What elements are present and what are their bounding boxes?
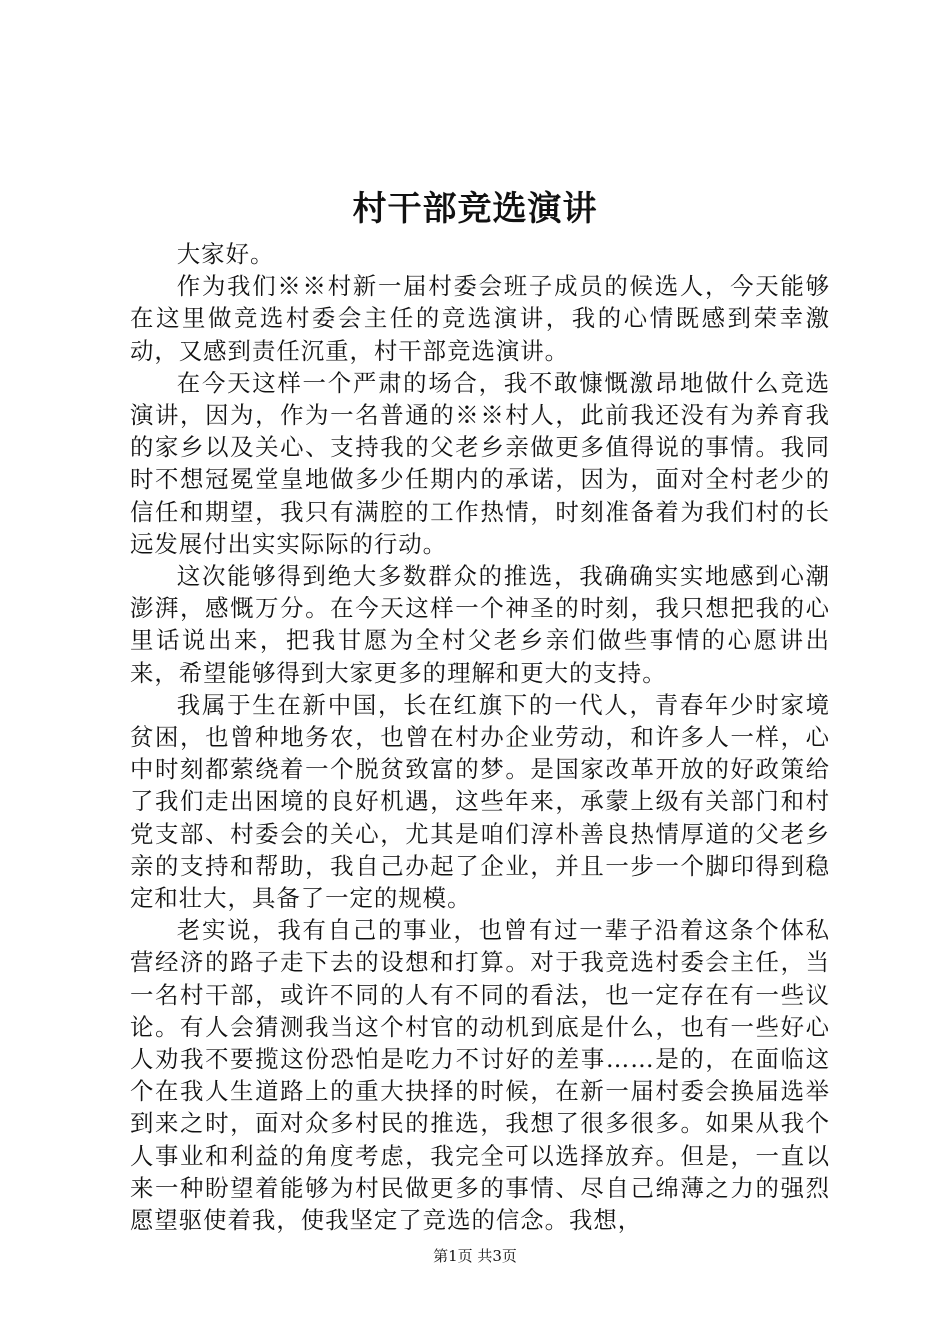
- page-number-footer: 第1页 共3页: [433, 1247, 517, 1265]
- document-body: [130, 238, 830, 1236]
- paragraph: 作为我们※※村新一届村委会班子成员的候选人，今天能够在这里做竞选村委会主任的竞选演讲，我的心情既感到荣幸激动，又感到责任沉重，村干部竞选演讲。: [130, 272, 830, 365]
- paragraph: 我属于生在新中国，长在红旗下的一代人，青春年少时家境贫困，也曾种地务农，也曾在村办企业劳动，和许多人一样，心中时刻都萦绕着一个脱贫致富的梦。是国家改革开放的好政策给了我们走出困境的良好机遇，这些年来，承蒙上级有关部门和村党支部、村委会的关心，尤其是咱们淳朴善良热情厚道的父老乡亲的支持和帮助，我自己办起了企业，并且一步一个脚印得到稳定和壮大，具备了一定的规模。: [130, 690, 830, 913]
- paragraph: 这次能够得到绝大多数群众的推选，我确确实实地感到心潮澎湃，感慨万分。在今天这样一个神圣的时刻，我只想把我的心里话说出来，把我甘愿为全村父老乡亲们做些事情的心愿讲出来，希望能够得到大家更多的理解和更大的支持。: [130, 562, 830, 687]
- paragraph-greeting: 大家好。: [176, 240, 275, 268]
- paragraph: 在今天这样一个严肃的场合，我不敢慷慨激昂地做什么竞选演讲，因为，作为一名普通的※※村人，此前我还没有为养育我的家乡以及关心、支持我的父老乡亲做更多值得说的事情。我同时不想冠冕堂皇地做多少任期内的承诺，因为，面对全村老少的信任和期望，我只有满腔的工作热情，时刻准备着为我们村的长远发展付出实实际际的行动。: [130, 368, 830, 558]
- document-title: 村干部竞选演讲: [352, 189, 598, 229]
- paragraph: 老实说，我有自己的事业，也曾有过一辈子沿着这条个体私营经济的路子走下去的设想和打算。对于我竞选村委会主任，当一名村干部，或许不同的人有不同的看法，也一定存在有一些议论。有人会猜测我当这个村官的动机到底是什么，也有一些好心人劝我不要揽这份恐怕是吃力不讨好的差事……是的，在面临这个在我人生道路上的重大抉择的时候，在新一届村委会换届选举到来之时，面对众多村民的推选，我想了很多很多。如果从我个人事业和利益的角度考虑，我完全可以选择放弃。但是，一直以来一种盼望着能够为村民做更多的事情、尽自己绵薄之力的强烈愿望驱使着我，使我坚定了竞选的信念。我想，: [130, 916, 830, 1235]
